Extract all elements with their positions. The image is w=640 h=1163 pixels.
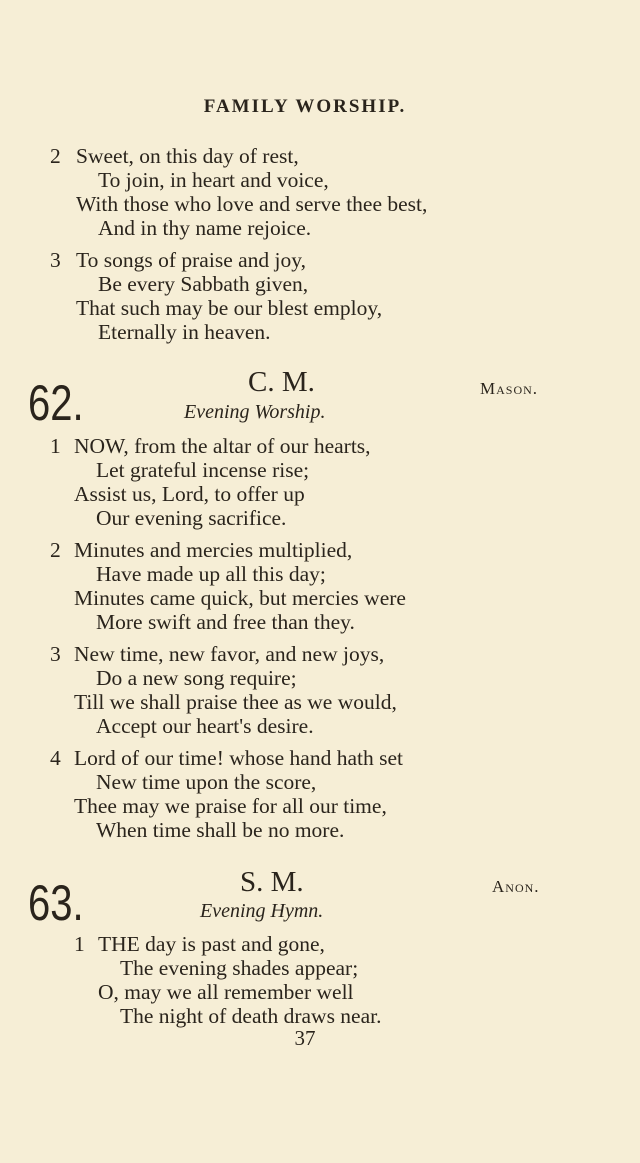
running-header: FAMILY WORSHIP.	[203, 96, 407, 117]
verse-line: The night of death draws near.	[120, 1004, 382, 1028]
verse-line: Be every Sabbath given,	[98, 272, 309, 296]
stanza-number: 2	[50, 144, 61, 168]
verse-line: Sweet, on this day of rest,	[76, 144, 299, 168]
verse-line: That such may be our blest employ,	[76, 296, 383, 320]
stanza-number: 1	[74, 932, 85, 956]
verse-line: Thee may we praise for all our time,	[74, 794, 387, 818]
hymn-number-62: 62.	[28, 375, 84, 431]
verse-line: When time shall be no more.	[96, 818, 345, 842]
verse-line: NOW, from the altar of our hearts,	[74, 434, 371, 458]
verse-line: The evening shades appear;	[120, 956, 359, 980]
verse-line: With those who love and serve thee best,	[76, 192, 428, 216]
tune-name-62: Mason.	[480, 379, 539, 398]
hymn-subtitle-62: Evening Worship.	[184, 401, 326, 423]
verse-line: O, may we all remember well	[98, 980, 354, 1004]
verse-line: Lord of our time! whose hand hath set	[74, 746, 403, 770]
verse-line: Our evening sacrifice.	[96, 506, 287, 530]
verse-line: To songs of praise and joy,	[76, 248, 306, 272]
hymn-subtitle-63: Evening Hymn.	[200, 900, 324, 922]
stanza-number: 4	[50, 746, 61, 770]
stanza-number: 3	[50, 248, 61, 272]
verse-line: And in thy name rejoice.	[98, 216, 312, 240]
verse-line: Do a new song require;	[96, 666, 297, 690]
verse-line: To join, in heart and voice,	[98, 168, 329, 192]
verse-line: Till we shall praise thee as we would,	[74, 690, 397, 714]
verse-line: Eternally in heaven.	[98, 320, 271, 344]
verse-line: Accept our heart's desire.	[96, 714, 314, 738]
tune-name-63: Anon.	[492, 877, 540, 896]
verse-line: Have made up all this day;	[96, 562, 326, 586]
hymn-number-63: 63.	[28, 875, 84, 931]
verse-line: More swift and free than they.	[96, 610, 355, 634]
verse-line: Minutes and mercies multiplied,	[74, 538, 353, 562]
verse-line: Assist us, Lord, to offer up	[74, 482, 305, 506]
verse-line: New time, new favor, and new joys,	[74, 642, 385, 666]
meter-63: S. M.	[240, 866, 304, 898]
verse-line: THE day is past and gone,	[98, 932, 325, 956]
meter-62: C. M.	[248, 366, 315, 398]
verse-line: Let grateful incense rise;	[96, 458, 310, 482]
stanza-number: 2	[50, 538, 61, 562]
page-number: 37	[294, 1026, 316, 1050]
verse-line: New time upon the score,	[96, 770, 317, 794]
verse-line: Minutes came quick, but mercies were	[74, 586, 406, 610]
stanza-number: 3	[50, 642, 61, 666]
stanza-number: 1	[50, 434, 61, 458]
